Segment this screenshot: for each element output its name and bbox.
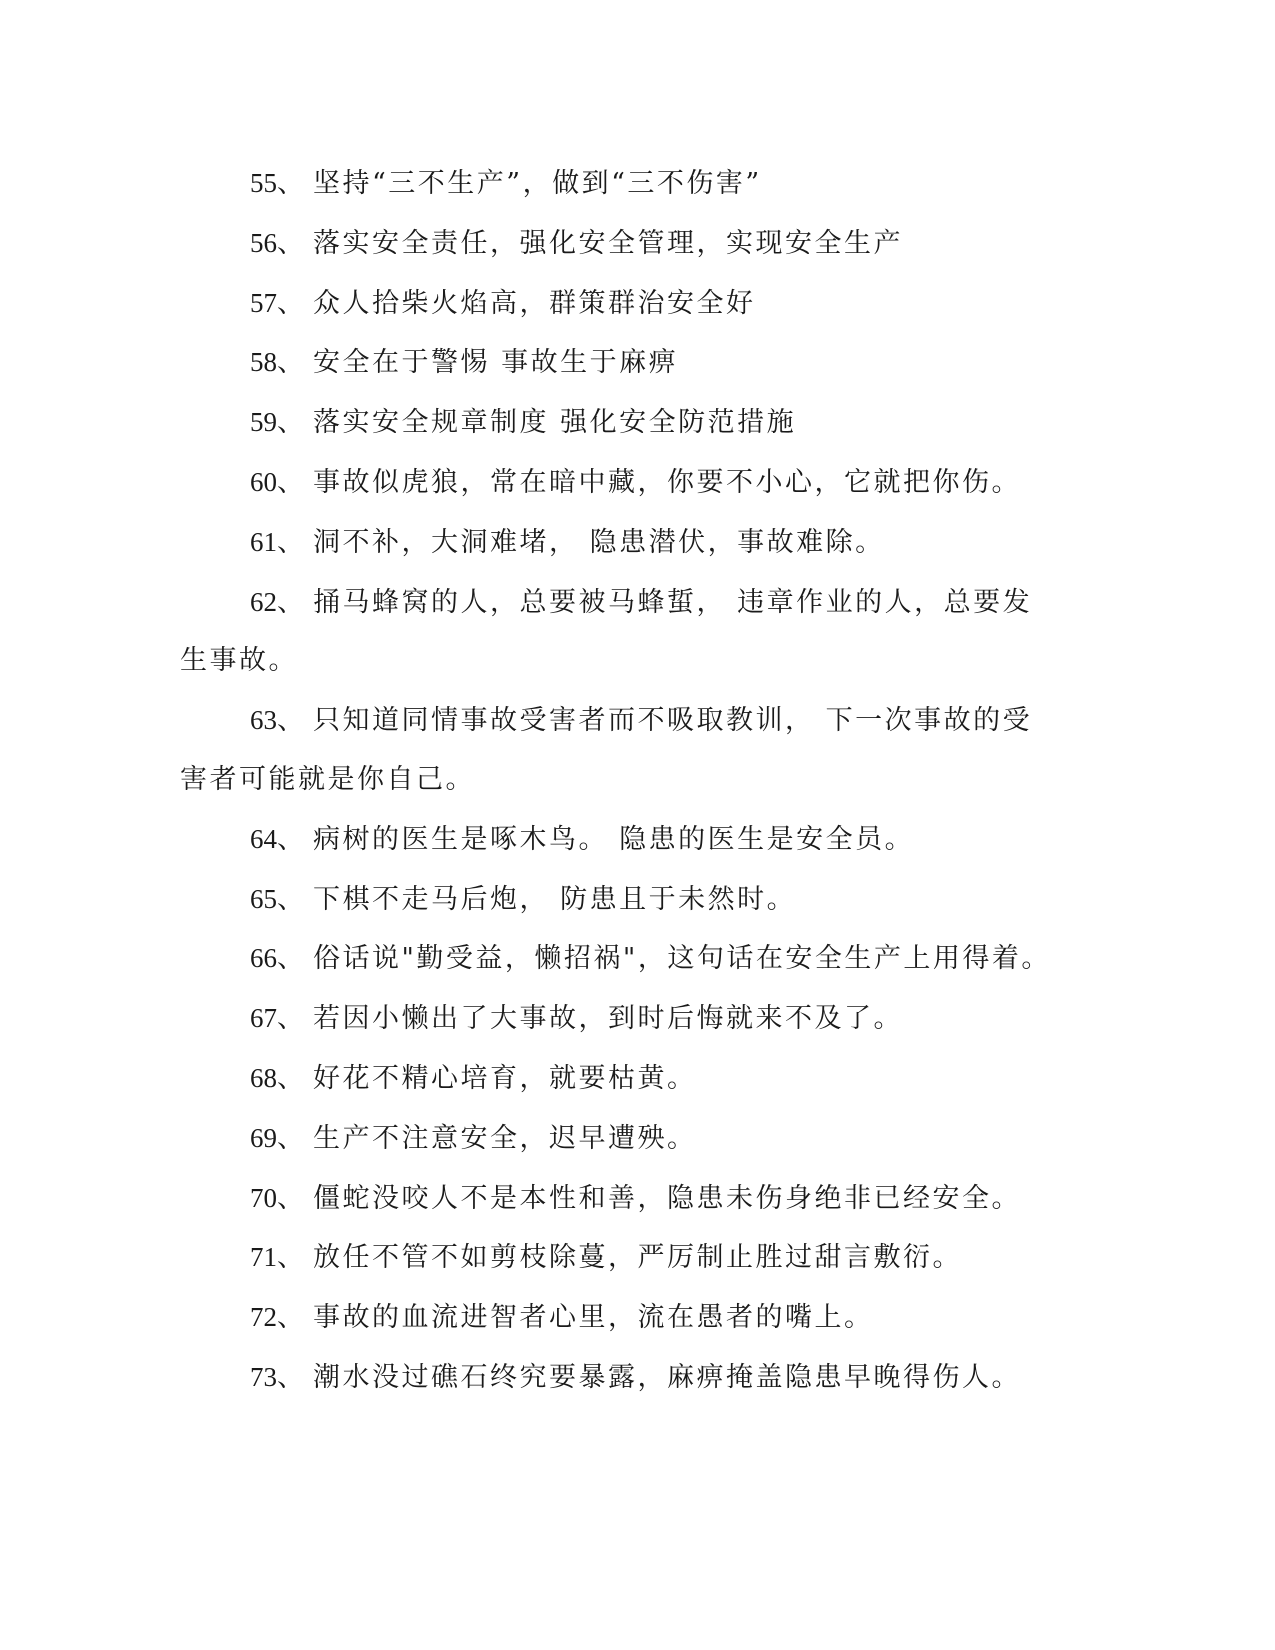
item-text: 好花不精心培育，就要枯黄。	[313, 1062, 697, 1094]
item-separator: 、	[277, 347, 307, 379]
item-number: 60	[250, 466, 277, 497]
list-item	[180, 1348, 1060, 1408]
item-number: 65	[250, 883, 277, 914]
list-item	[180, 1109, 1060, 1169]
item-text: 事故似虎狼，常在暗中藏，你要不小心，它就把你伤。	[313, 466, 1021, 498]
list-item	[180, 154, 1060, 214]
item-separator: 、	[277, 168, 307, 199]
item-text: 只知道同情事故受害者而不吸取教训， 下一次事故的受害者可能就是你自己。	[180, 705, 1033, 795]
item-text: 病树的医生是啄木鸟。 隐患的医生是安全员。	[313, 823, 915, 855]
item-separator: 、	[277, 705, 307, 737]
item-separator: 、	[277, 526, 307, 558]
item-separator: 、	[277, 1302, 307, 1334]
item-separator: 、	[277, 1003, 307, 1035]
list-item	[180, 393, 1060, 453]
item-separator: 、	[277, 227, 307, 259]
item-text: 众人拾柴火焰高，群策群治安全好	[313, 287, 756, 319]
list-item	[180, 1169, 1060, 1229]
item-number: 63	[250, 705, 277, 736]
item-number: 55	[250, 168, 277, 198]
list-item	[180, 1288, 1060, 1348]
item-separator: 、	[277, 1242, 307, 1274]
list-item	[180, 691, 1060, 810]
list-item	[180, 453, 1060, 513]
item-text: 僵蛇没咬人不是本性和善，隐患未伤身绝非已经安全。	[313, 1182, 1021, 1214]
item-separator: 、	[277, 287, 307, 319]
list-item	[180, 870, 1060, 930]
item-text: 安全在于警惕 事故生于麻痹	[313, 347, 679, 379]
item-number: 61	[250, 526, 277, 557]
item-text: 放任不管不如剪枝除蔓，严厉制止胜过甜言敷衍。	[313, 1242, 962, 1274]
list-item	[180, 1049, 1060, 1109]
item-text: 下棋不走马后炮， 防患且于未然时。	[313, 883, 797, 915]
item-separator: 、	[277, 466, 307, 498]
slogan-list	[180, 154, 1060, 1408]
item-number: 59	[250, 407, 277, 438]
item-number: 71	[250, 1242, 277, 1273]
item-number: 70	[250, 1182, 277, 1213]
list-item	[180, 989, 1060, 1049]
item-number: 64	[250, 823, 277, 854]
item-text: 落实安全责任，强化安全管理，实现安全生产	[313, 227, 903, 259]
item-separator: 、	[277, 1182, 307, 1214]
item-number: 62	[250, 586, 277, 617]
item-separator: 、	[277, 943, 307, 975]
list-item	[180, 333, 1060, 393]
item-separator: 、	[277, 1361, 307, 1393]
item-number: 69	[250, 1122, 277, 1153]
item-text: 事故的血流进智者心里，流在愚者的嘴上。	[313, 1302, 874, 1334]
list-item	[180, 1228, 1060, 1288]
list-item	[180, 929, 1060, 989]
item-separator: 、	[277, 1062, 307, 1094]
item-text: 生产不注意安全，迟早遭殃。	[313, 1122, 697, 1154]
item-number: 66	[250, 943, 277, 974]
item-text: 洞不补，大洞难堵， 隐患潜伏，事故难除。	[313, 526, 885, 558]
item-number: 73	[250, 1361, 277, 1392]
list-item	[180, 214, 1060, 274]
list-item	[180, 573, 1060, 692]
item-number: 72	[250, 1302, 277, 1333]
item-separator: 、	[277, 586, 307, 618]
item-number: 68	[250, 1062, 277, 1093]
item-separator: 、	[277, 823, 307, 855]
item-number: 56	[250, 227, 277, 258]
list-item	[180, 513, 1060, 573]
item-number: 57	[250, 287, 277, 318]
item-separator: 、	[277, 883, 307, 915]
list-item	[180, 810, 1060, 870]
item-text: 若因小懒出了大事故，到时后悔就来不及了。	[313, 1003, 903, 1035]
item-text: 落实安全规章制度 强化安全防范措施	[313, 407, 797, 439]
item-text: 捅马蜂窝的人，总要被马蜂蜇， 违章作业的人，总要发生事故。	[180, 586, 1033, 677]
item-separator: 、	[277, 407, 307, 439]
list-item	[180, 274, 1060, 334]
item-number: 67	[250, 1003, 277, 1034]
item-text: 潮水没过礁石终究要暴露，麻痹掩盖隐患早晚得伤人。	[313, 1361, 1021, 1393]
item-number: 58	[250, 347, 277, 378]
item-text: 俗话说"勤受益，懒招祸"，这句话在安全生产上用得着。	[313, 943, 1051, 975]
item-text: 坚持“三不生产”，做到“三不伤害”	[313, 168, 762, 199]
item-separator: 、	[277, 1122, 307, 1154]
